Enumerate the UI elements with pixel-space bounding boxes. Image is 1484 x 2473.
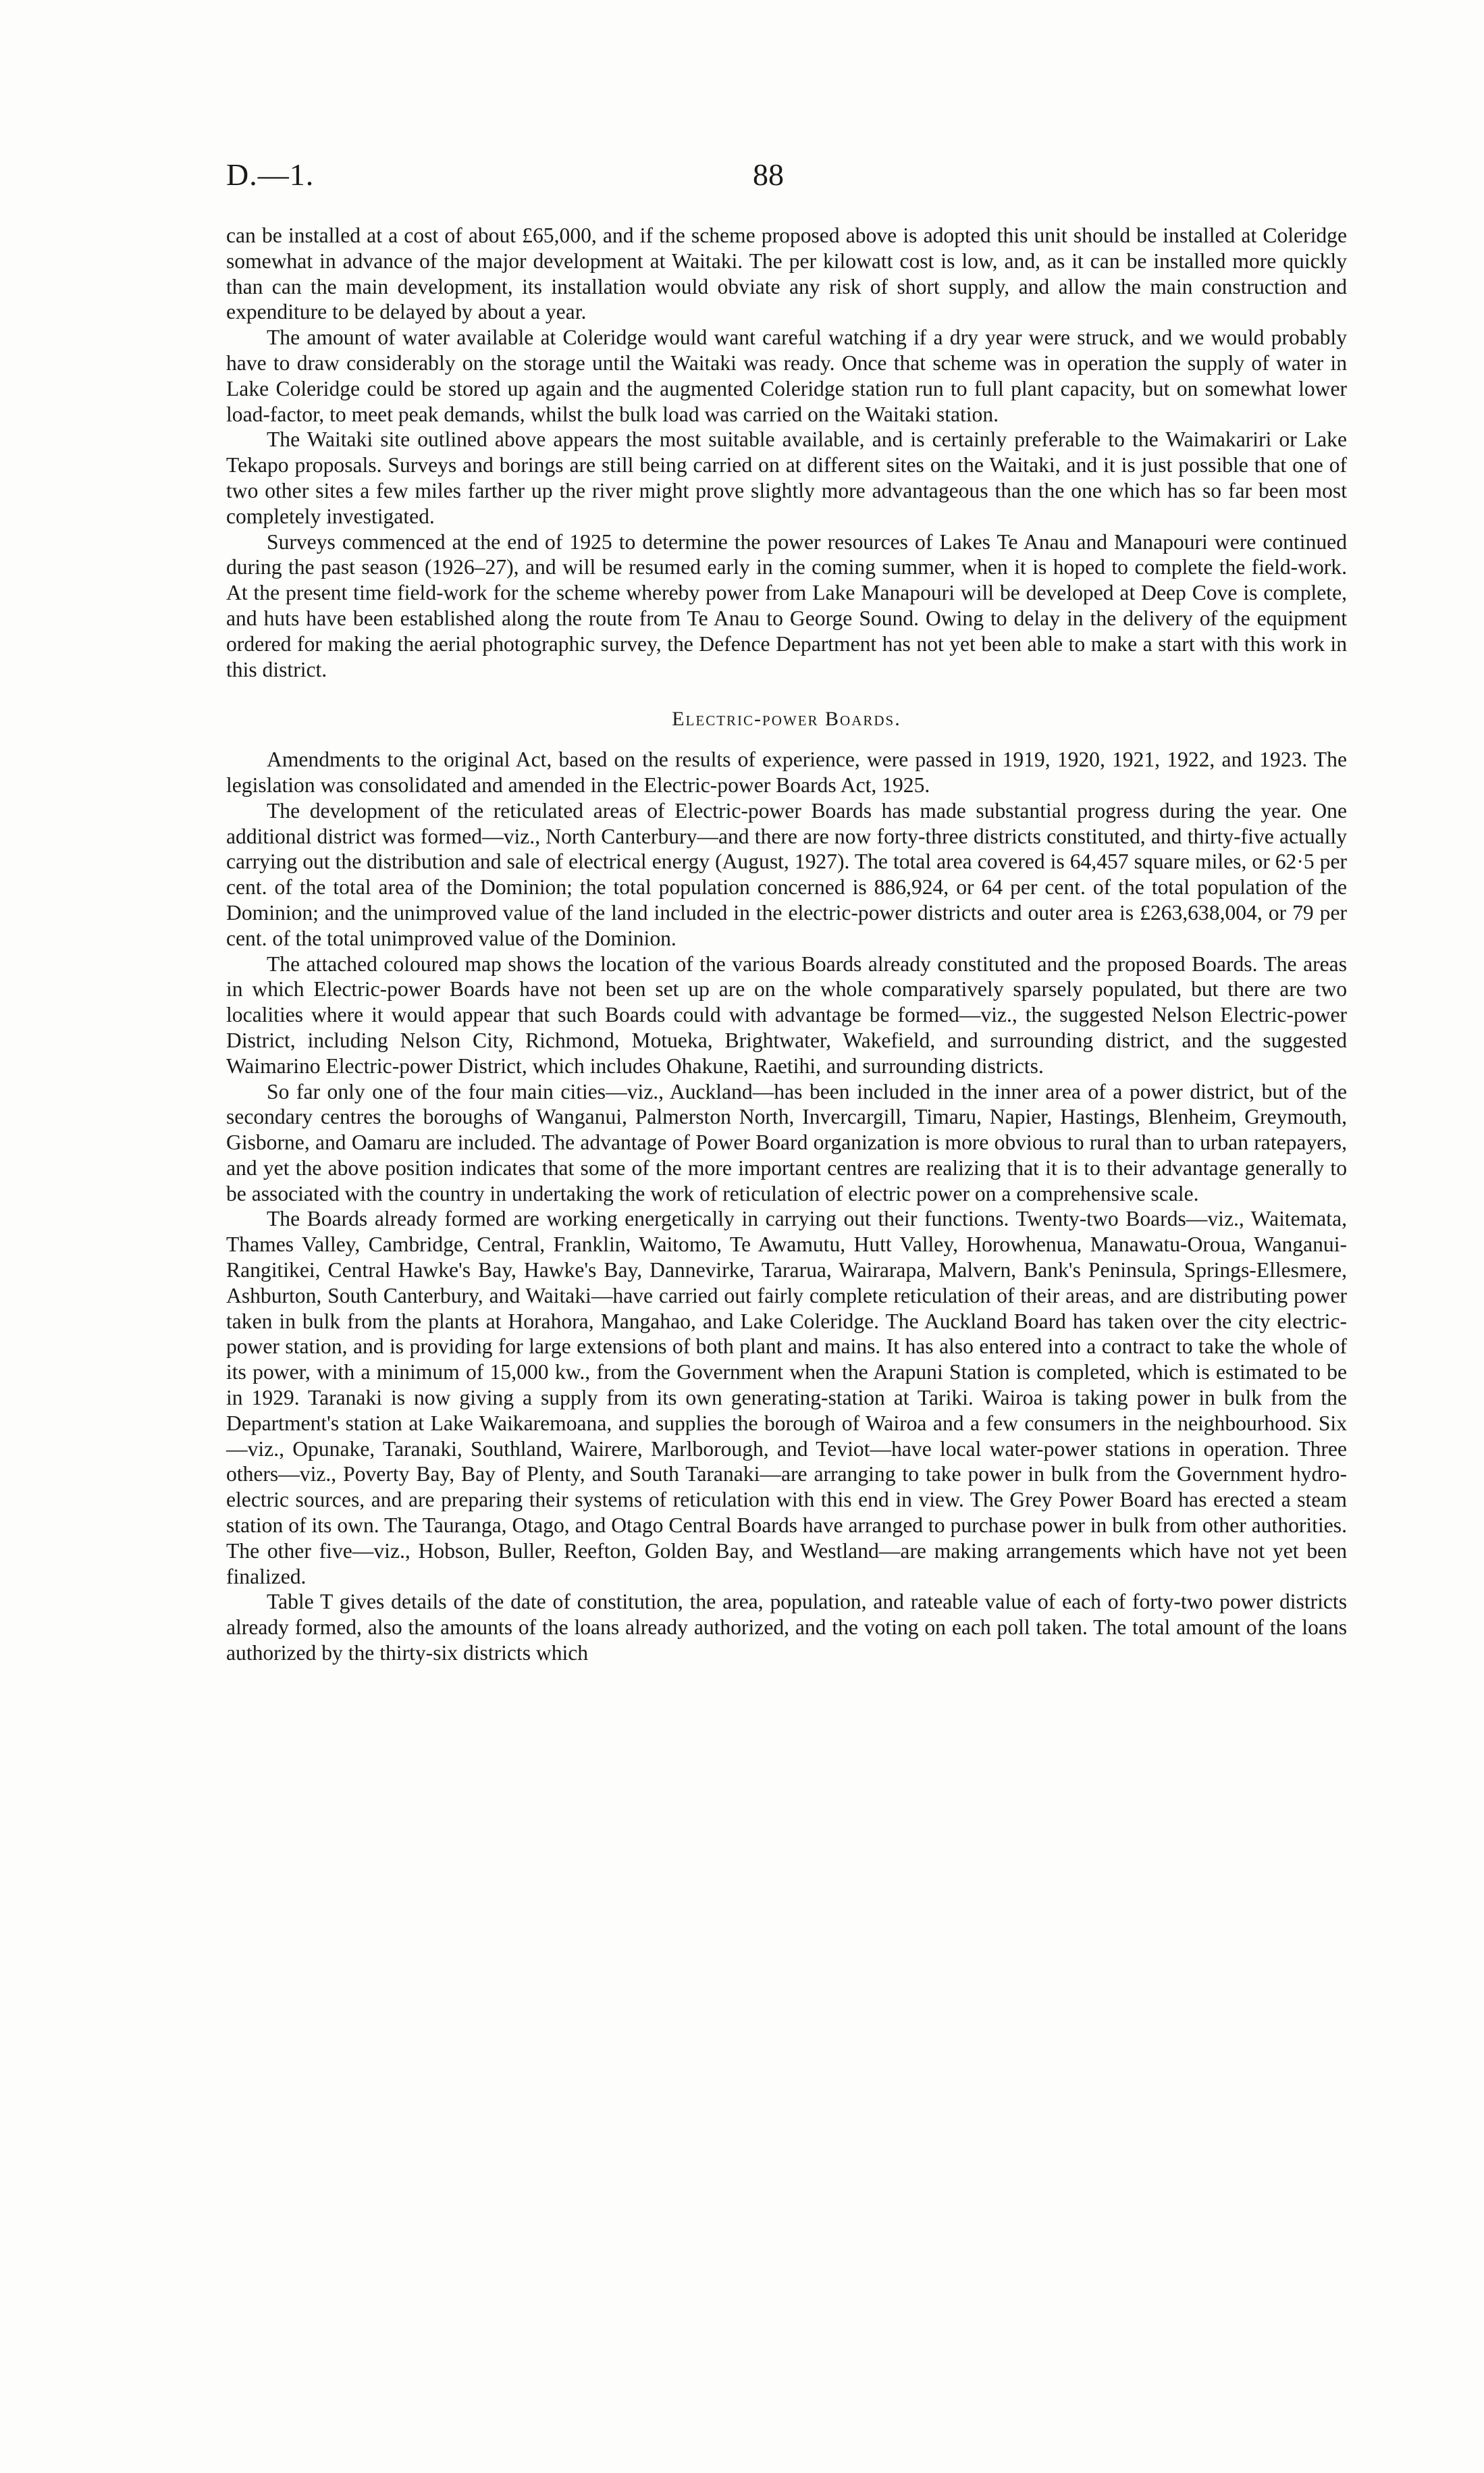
paragraph-main-cities: So far only one of the four main cities—viz., Auckland—has been included in the inner area of a power district, but of the secondary centres the boroughs of Wanganui, Palmerston North, Invercargill, Timaru, Napier, Hastings, Blenheim, Greymouth, Gisborne, and Oamaru are included. The advantage of Power Board organization is more obvious to rural than to urban ratepayers, and yet the above position indicates that some of the more important centres are realizing that it is to their advantage generally to be associated with the country in undertaking the work of reticulation of electric power on a comprehensive scale. bbox=[226, 1079, 1347, 1205]
paragraph-coleridge-water: The amount of water available at Coleridge would want careful watching if a dry year were struck, and we would probably have to draw considerably on the storage until the Waitaki was ready. Once that scheme was in operation the supply of water in Lake Coleridge could be stored up again and the augmented Coleridge station run to full plant capacity, but on somewhat lower load-factor, to meet peak demands, whilst the bulk load was carried on the Waitaki station. bbox=[226, 326, 1347, 426]
document-reference: D.—1. bbox=[226, 157, 315, 192]
paragraph-te-anau-surveys: Surveys commenced at the end of 1925 to determine the power resources of Lakes Te Anau and Manapouri were continued during the past season (1926–27), and will be resumed early in the coming summer, when it is hoped to complete the field-work. At the present time field-work for the scheme whereby power from Lake Manapouri will be developed at Deep Cove is complete, and huts have been established along the route from Te Anau to George Sound. Owing to delay in the delivery of the equipment ordered for making the aerial photographic survey, the Defence Department has not yet been able to make a start with this work in this district. bbox=[226, 529, 1347, 681]
section-heading: Electric-power Boards. bbox=[672, 708, 901, 731]
body-text bbox=[226, 223, 1347, 1666]
paragraph-continued: can be installed at a cost of about £65,000, and if the scheme proposed above is adopted this unit should be installed at Coleridge somewhat in advance of the major development at Waitaki. The per kilowatt cost is low, and, as it can be installed more quickly than can the main development, its installation would obviate any risk of short supply, and allow the main construction and expenditure to be delayed by about a year. bbox=[226, 224, 1347, 324]
paragraph-development: The development of the reticulated areas of Electric-power Boards has made substantial progress during the year. One additional district was formed—viz., North Canterbury—and there are now forty-three districts constituted, and thirty-five actually carrying out the distribution and sale of electrical energy (August, 1927). The total area covered is 64,457 square miles, or 62·5 per cent. of the total area of the Dominion; the total population concerned is 886,924, or 64 per cent. of the total population of the Dominion; and the unimproved value of the land included in the electric-power districts and outer area is £263,638,004, or 79 per cent. of the total unimproved value of the Dominion. bbox=[226, 798, 1347, 950]
paragraph-boards-formed: The Boards already formed are working energetically in carrying out their functions. Twenty-two Boards—viz., Waitemata, Thames Valley, Cambridge, Central, Franklin, Waitomo, Te Awamutu, Hutt Valley, Horowhenua, Manawatu-Oroua, Wanganui-Rangitikei, Central Hawke's Bay, Hawke's Bay, Dannevirke, Tararua, Wairarapa, Malvern, Bank's Peninsula, Springs-Ellesmere, Ashburton, South Canterbury, and Waitaki—have carried out fairly complete reticulation of their areas, and are distributing power taken in bulk from the plants at Horahora, Mangahao, and Lake Coleridge. The Auckland Board has taken over the city electric-power station, and is providing for large extensions of both plant and mains. It has also entered into a contract to take the whole of its power, with a minimum of 15,000 kw., from the Government when the Arapuni Station is completed, which is estimated to be in 1929. Taranaki is now giving a supply from its own generating-station at Tariki. Wairoa is taking power in bulk from the Department's station at Lake Waikaremoana, and supplies the borough of Wairoa and a few consumers in the neighbourhood. Six—viz., Opunake, Taranaki, Southland, Wairere, Marlborough, and Teviot—have local water-power stations in operation. Three others—viz., Poverty Bay, Bay of Plenty, and South Taranaki—are arranging to take power in bulk from the Government hydro-electric sources, and are preparing their systems of reticulation with this end in view. The Grey Power Board has erected a steam station of its own. The Tauranga, Otago, and Otago Central Boards have arranged to purchase power in bulk from other authorities. The other five—viz., Hobson, Buller, Reefton, Golden Bay, and Westland—are making arrangements which have not yet been finalized. bbox=[226, 1207, 1347, 1588]
paragraph-coloured-map: The attached coloured map shows the location of the various Boards already constituted and the proposed Boards. The areas in which Electric-power Boards have not been set up are on the whole comparatively sparsely populated, but there are two localities where it would appear that such Boards could with advantage be formed—viz., the suggested Nelson Electric-power District, including Nelson City, Richmond, Motueka, Brightwater, Wakefield, and surrounding district, and the suggested Waimarino Electric-power District, which includes Ohakune, Raetihi, and surrounding districts. bbox=[226, 952, 1347, 1078]
page-header bbox=[226, 157, 1347, 197]
paragraph-amendments: Amendments to the original Act, based on the results of experience, were passed in 1919, 1920, 1921, 1922, and 1923. The legislation was consolidated and amended in the Electric-power Boards Act, 1925. bbox=[226, 748, 1347, 797]
page-number: 88 bbox=[753, 157, 784, 192]
paragraph-table-t: Table T gives details of the date of constitution, the area, population, and rateable value of each of forty-two power districts already formed, also the amounts of the loans already authorized, and the voting on each poll taken. The total amount of the loans authorized by the thirty-six districts which bbox=[226, 1590, 1347, 1665]
paragraph-waitaki-site: The Waitaki site outlined above appears the most suitable available, and is certainly preferable to the Waimakariri or Lake Tekapo proposals. Surveys and borings are still being carried on at different sites on the Waitaki, and it is just possible that one of two other sites a few miles farther up the river might prove slightly more advantageous than the one which has so far been most completely investigated. bbox=[226, 427, 1347, 528]
